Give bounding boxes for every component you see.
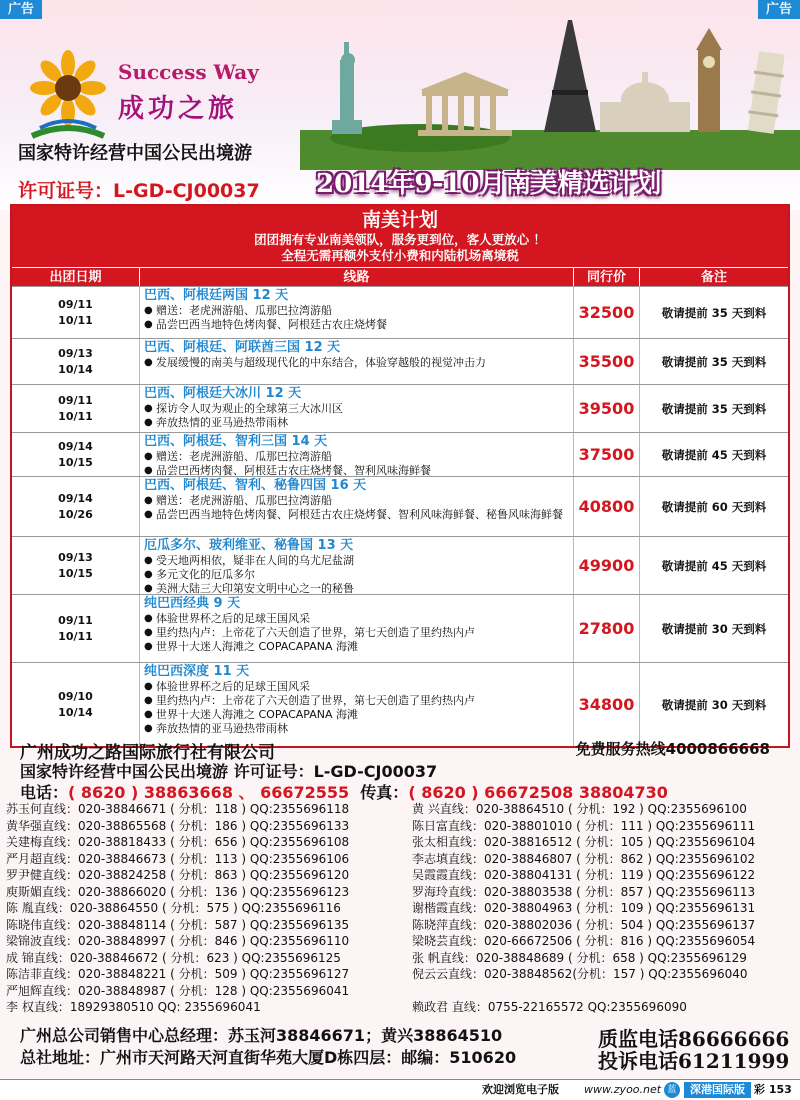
contact-line: 黄 兴直线：020-38864510 ( 分机：192 ) QQ:2355696100 xyxy=(412,802,747,816)
plan-title: 2014年9-10月南美精选计划 xyxy=(316,169,662,199)
table-row xyxy=(12,338,788,384)
contact-line: 成 锦直线：020-38846672 ( 分机：623 ) QQ:2355696125 xyxy=(6,950,341,965)
departure-dates xyxy=(12,339,140,384)
route-title: 巴西、阿根廷、智利三国 14 天 xyxy=(144,434,328,449)
departure-date-end: 10/15 xyxy=(58,455,93,469)
booking-note: 敬请提前 30 天到料 xyxy=(661,697,767,712)
fax-numbers: ( 8620 ) 66672508 38804730 xyxy=(408,783,668,802)
route-cell xyxy=(140,537,574,594)
col-header-note: 备注 xyxy=(700,270,727,285)
departure-date-start: 09/11 xyxy=(58,297,93,311)
contact-line: 倪云云直线：020-38848562(分机：157 ) QQ:2355696040 xyxy=(412,967,748,981)
route-highlight: ● 美洲大陆三大印第安文明中心之一的秘鲁 xyxy=(144,582,569,596)
leaning-tower-icon xyxy=(746,51,787,134)
route-title: 巴西、阿根廷大冰川 12 天 xyxy=(144,386,302,401)
contact-line: 谢楷霞直线：020-38804963 ( 分机：109 ) QQ:2355696131 xyxy=(412,901,756,915)
departure-dates xyxy=(12,537,140,594)
table-row xyxy=(12,286,788,338)
company-name: 广州成功之路国际旅行社有限公司 xyxy=(20,743,275,763)
eiffel-tower-icon xyxy=(544,20,596,132)
contact-line: 梁晓芸直线：020-66672506 ( 分机：816 ) QQ:2355696054 xyxy=(412,934,756,948)
contact-line: 赖政君 直线：0755-22165572 QQ:2355696090 xyxy=(412,1000,687,1014)
route-cell xyxy=(140,385,574,432)
head-office-address: 总社地址：广州市天河路天河直街华苑大厦D栋四层：邮编：510620 xyxy=(20,1048,517,1067)
contact-line: 庾斯媚直线：020-38866020 ( 分机：136 ) QQ:2355696123 xyxy=(6,884,350,899)
table-row xyxy=(12,476,788,536)
departure-date-end: 10/11 xyxy=(58,629,93,643)
departure-date-start: 09/14 xyxy=(58,439,93,453)
contact-line: 陈晓伟直线：020-38848114 ( 分机：587 ) QQ:2355696135 xyxy=(6,917,350,932)
departure-dates xyxy=(12,385,140,432)
booking-note: 敬请提前 30 天到料 xyxy=(661,621,767,636)
table-row xyxy=(12,662,788,746)
departure-dates xyxy=(12,477,140,536)
contact-line: 罗海玲直线：020-38803538 ( 分机：857 ) QQ:2355696113 xyxy=(412,884,756,899)
route-highlight: ● 多元文化的厄瓜多尔 xyxy=(144,568,569,582)
page-number: 彩 153 xyxy=(754,1083,792,1096)
contact-line: 陈日富直线：020-38801010 ( 分机：111 ) QQ:2355696111 xyxy=(412,818,756,833)
table-row xyxy=(12,384,788,432)
departure-date-end: 10/14 xyxy=(58,705,93,719)
route-title: 巴西、阿根廷、智利、秘鲁四国 16 天 xyxy=(144,478,367,493)
departure-date-start: 09/13 xyxy=(58,550,93,564)
contact-line: 严旭辉直线：020-38848987 ( 分机：128 ) QQ:2355696041 xyxy=(6,983,350,998)
page-footer xyxy=(0,1079,800,1100)
route-highlight: ● 世界十大迷人海滩之 COPACAPANA 海滩 xyxy=(144,708,569,722)
contact-line: 陈洁菲直线：020-38848221 ( 分机：509 ) QQ:2355696127 xyxy=(6,967,350,981)
contact-line: 罗尹健直线：020-38824258 ( 分机：863 ) QQ:2355696120 xyxy=(6,868,350,882)
ad-label-right: 广告 xyxy=(758,0,800,19)
table-row xyxy=(12,536,788,594)
route-highlight: ● 品尝巴西当地特色烤肉餐、阿根廷古农庄烧烤餐、智利风味海鲜餐、秘鲁风味海鲜餐 xyxy=(144,508,569,522)
contact-line: 张太相直线：020-38816512 ( 分机：105 ) QQ:2355696104 xyxy=(412,835,756,849)
booking-note: 敬请提前 45 天到料 xyxy=(661,558,767,573)
footer-url[interactable]: www.zyoo.net xyxy=(584,1083,662,1096)
route-highlight: ● 品尝巴西烤肉餐、阿根廷古农庄烧烤餐、智利风味海鲜餐 xyxy=(144,464,569,478)
route-highlight: ● 里约热内卢：上帝花了六天创造了世界，第七天创造了里约热内卢 xyxy=(144,694,569,708)
route-title: 纯巴西深度 11 天 xyxy=(144,664,250,679)
contact-line: 关建梅直线：020-38818433 ( 分机：656 ) QQ:2355696108 xyxy=(6,835,350,849)
contact-line: 梁锦波直线：020-38848997 ( 分机：846 ) QQ:2355696110 xyxy=(6,934,350,948)
contact-line: 张 帆直线：020-38848689 ( 分机：658 ) QQ:2355696129 xyxy=(412,950,747,965)
departure-date-end: 10/14 xyxy=(58,362,93,376)
departure-date-start: 09/11 xyxy=(58,393,93,407)
departure-dates xyxy=(12,433,140,476)
route-highlight: ● 体验世界杯之后的足球王国风采 xyxy=(144,612,569,626)
route-title: 巴西、阿根廷两国 12 天 xyxy=(144,288,289,303)
route-cell xyxy=(140,287,574,338)
route-highlight: ● 世界十大迷人海滩之 COPACAPANA 海滩 xyxy=(144,640,569,654)
plan-subtitle-1: 团团拥有专业南美领队，服务更到位，客人更放心 ！ xyxy=(254,232,546,247)
route-title: 厄瓜多尔、玻利维亚、秘鲁国 13 天 xyxy=(144,538,354,553)
route-title: 巴西、阿根廷、阿联酋三国 12 天 xyxy=(144,340,341,355)
header-banner xyxy=(0,0,800,210)
contact-line: 严月超直线：020-38846673 ( 分机：113 ) QQ:2355696106 xyxy=(6,851,350,866)
footer-welcome: 欢迎浏览电子版 xyxy=(482,1083,559,1096)
contact-line: 吴霞霞直线：020-38804131 ( 分机：119 ) QQ:2355696122 xyxy=(412,868,756,882)
route-cell xyxy=(140,663,574,746)
route-highlight: ● 赠送：老虎洲游船、瓜那巴拉湾游船 xyxy=(144,450,569,464)
fax-label: 传真： xyxy=(360,783,409,802)
trade-price: 37500 xyxy=(574,433,640,476)
departure-date-end: 10/11 xyxy=(58,313,93,327)
col-header-date: 出团日期 xyxy=(12,268,140,286)
booking-note: 敬请提前 35 天到料 xyxy=(661,305,767,320)
departure-date-end: 10/11 xyxy=(58,409,93,423)
departure-dates xyxy=(12,663,140,746)
table-body xyxy=(12,286,788,746)
phone-fax-line xyxy=(20,780,668,803)
departure-date-start: 09/11 xyxy=(58,613,93,627)
world-landmarks-illustration xyxy=(300,20,800,170)
booking-note: 敬请提前 45 天到料 xyxy=(661,447,767,462)
route-highlight: ● 奔放热情的亚马逊热带雨林 xyxy=(144,722,569,736)
sales-manager: 广州总公司销售中心总经理：苏玉河38846671；黄兴38864510 xyxy=(20,1026,503,1045)
footer-logo-icon: 蓝 xyxy=(664,1082,680,1098)
contact-line: 苏玉何直线：020-38846671 ( 分机：118 ) QQ:2355696118 xyxy=(6,802,350,816)
route-highlight: ● 赠送：老虎洲游船、瓜那巴拉湾游船 xyxy=(144,494,569,508)
statue-of-liberty-icon xyxy=(332,42,362,134)
plan-table-header xyxy=(12,206,788,267)
column-headers xyxy=(12,267,788,286)
contact-line: 李 权直线：18929380510 QQ: 2355696041 xyxy=(6,1000,261,1014)
plan-name: 南美计划 xyxy=(361,209,438,231)
table-row xyxy=(12,594,788,662)
phone-label: 电话： xyxy=(20,783,69,802)
departure-date-start: 09/13 xyxy=(58,346,93,360)
trade-price: 27800 xyxy=(574,595,640,662)
route-highlight: ● 品尝巴西当地特色烤肉餐、阿根廷古农庄烧烤餐 xyxy=(144,318,569,332)
route-highlight: ● 探访令人叹为观止的全球第三大冰川区 xyxy=(144,402,569,416)
hotline: 免费服务热线4000866668 xyxy=(575,740,770,758)
departure-date-end: 10/15 xyxy=(58,566,93,580)
trade-price: 35500 xyxy=(574,339,640,384)
departure-date-start: 09/10 xyxy=(58,689,93,703)
departure-date-end: 10/26 xyxy=(58,507,93,521)
company-license: 国家特许经营中国公民出境游 许可证号：L-GD-CJ00037 xyxy=(20,762,438,781)
departure-dates xyxy=(12,287,140,338)
plan-table xyxy=(10,204,790,748)
booking-note: 敬请提前 60 天到料 xyxy=(661,499,767,514)
plan-subtitle-2: 全程无需再额外支付小费和内陆机场离境税 xyxy=(281,248,519,263)
route-highlight: ● 发展缓慢的南美与超级现代化的中东结合，体验穿越般的视觉冲击力 xyxy=(144,356,569,370)
booking-note: 敬请提前 35 天到料 xyxy=(661,401,767,416)
route-highlight: ● 奔放热情的亚马逊热带雨林 xyxy=(144,416,569,430)
route-title: 纯巴西经典 9 天 xyxy=(144,596,241,611)
booking-note: 敬请提前 35 天到料 xyxy=(661,354,767,369)
contact-list-right xyxy=(412,801,755,1016)
trade-price: 40800 xyxy=(574,477,640,536)
route-cell xyxy=(140,595,574,662)
big-ben-icon xyxy=(696,28,722,132)
contact-line xyxy=(412,983,755,1000)
license-number: 许可证号：L-GD-CJ00037 xyxy=(18,180,260,202)
sunflower-logo-icon xyxy=(22,50,114,142)
route-highlight: ● 受天地两相依，疑非在人间的乌尤尼盐湖 xyxy=(144,554,569,568)
departure-dates xyxy=(12,595,140,662)
contact-line: 李志填直线：020-38846807 ( 分机：862 ) QQ:2355696102 xyxy=(412,851,756,866)
quality-supervision-phone: 质监电话86666666 xyxy=(598,1027,790,1051)
route-cell xyxy=(140,433,574,476)
trade-price: 39500 xyxy=(574,385,640,432)
brand-chinese: 成功之旅 xyxy=(118,94,239,124)
tagline: 国家特许经营中国公民出境游 xyxy=(18,143,252,164)
capitol-icon xyxy=(600,72,690,132)
col-header-route: 线路 xyxy=(140,268,574,286)
trade-price: 34800 xyxy=(574,663,640,746)
col-header-price: 同行价 xyxy=(574,268,640,286)
table-row xyxy=(12,432,788,476)
contact-line: 黄华强直线：020-38865568 ( 分机：186 ) QQ:2355696133 xyxy=(6,818,350,833)
phone-numbers: ( 8620 ) 38863668 、 66672555 xyxy=(68,783,350,802)
route-cell xyxy=(140,477,574,536)
route-highlight: ● 赠送：老虎洲游船、瓜那巴拉湾游船 xyxy=(144,304,569,318)
ad-label-left: 广告 xyxy=(0,0,42,19)
route-highlight: ● 体验世界杯之后的足球王国风采 xyxy=(144,680,569,694)
departure-date-start: 09/14 xyxy=(58,491,93,505)
route-cell xyxy=(140,339,574,384)
contact-line: 陈晓萍直线：020-38802036 ( 分机：504 ) QQ:2355696137 xyxy=(412,917,756,932)
contact-list-left xyxy=(6,801,349,1016)
trade-price: 32500 xyxy=(574,287,640,338)
complaint-phone: 投诉电话61211999 xyxy=(598,1049,790,1073)
contact-line: 陈 胤直线：020-38864550 ( 分机：575 ) QQ:2355696116 xyxy=(6,901,341,915)
brand-english: Success Way xyxy=(118,60,259,84)
trade-price: 49900 xyxy=(574,537,640,594)
route-highlight: ● 里约热内卢：上帝花了六天创造了世界，第七天创造了里约热内卢 xyxy=(144,626,569,640)
footer-edition: 深港国际版 xyxy=(684,1082,751,1098)
